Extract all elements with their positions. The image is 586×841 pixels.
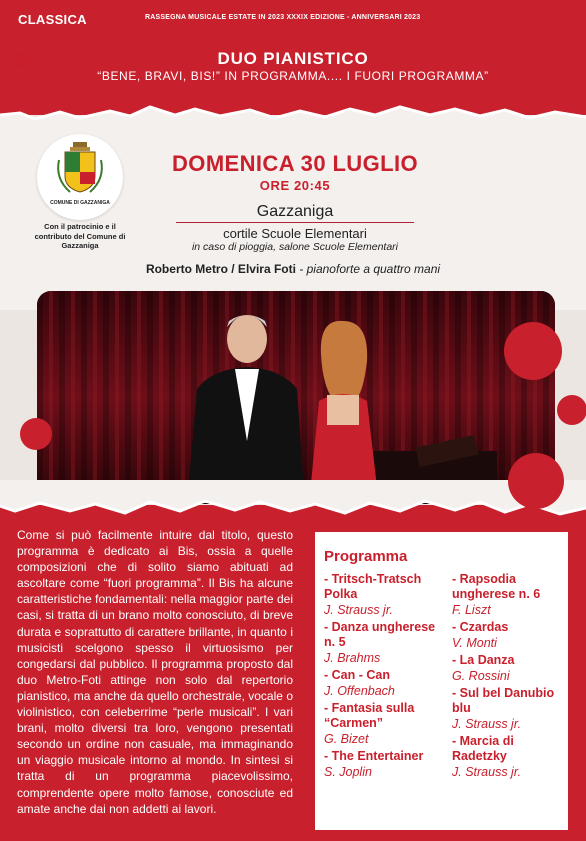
piece-title: - Tritsch-Tratsch Polka [324,572,422,601]
piece-composer: J. Strauss jr. [452,717,521,731]
performers-photo [37,291,555,504]
program-item [452,734,560,780]
piece-composer: G. Bizet [324,732,369,746]
program-item [452,653,560,684]
rain-venue: in caso di pioggia, salone Scuole Elementari [191,241,399,253]
piece-title: - Fantasia sulla “Carmen” [324,701,415,730]
piece-title: - Danza ungherese n. 5 [324,620,436,649]
piece-title: - La Danza [452,653,515,667]
decorative-dot [504,322,562,380]
piece-composer: F. Liszt [452,603,491,617]
event-city: Gazzaniga [256,203,334,220]
performer-names: Roberto Metro / Elvira Foti [145,262,296,276]
torn-paper-bottom [0,480,586,530]
piece-composer: J. Strauss jr. [452,765,521,779]
series-label: RASSEGNA MUSICALE ESTATE IN 2023 XXXIX EDIZIONE - ANNIVERSARI 2023 [145,14,421,21]
brand-label: CLASSICA [18,12,87,27]
program-item [324,749,444,780]
program-item [324,572,444,618]
program-title: Programma [324,548,408,565]
piece-title: - Can - Can [324,668,390,682]
logo-caption: COMUNE DI GAZZANIGA [50,200,110,206]
piece-composer: J. Brahms [324,651,381,665]
event-date: DOMENICA 30 LUGLIO [172,151,418,176]
piece-composer: V. Monti [452,636,497,650]
city-underline [176,222,414,223]
stage-photo-illustration [37,291,555,504]
decorative-dot [557,395,586,425]
program-item [452,572,560,618]
concert-title: DUO PIANISTICO [217,49,369,68]
piece-title: - Sul bel Danubio blu [452,686,555,715]
piece-composer: J. Offenbach [324,684,395,698]
piece-title: - The Entertainer [324,749,424,763]
decorative-dot [15,52,31,68]
concert-subtitle: “BENE, BRAVI, BIS!” IN PROGRAMMA.... I FUORI PROGRAMMA” [97,69,489,83]
event-venue: cortile Scuole Elementari [223,226,367,241]
piece-title: - Marcia di Radetzky [452,734,514,763]
program-column-1 [324,572,444,782]
program-item [324,620,444,666]
decorative-dot [508,453,564,509]
coat-of-arms-icon [37,134,123,220]
piece-composer: J. Strauss jr. [324,603,393,617]
piece-title: - Czardas [452,620,509,634]
performer-role: - pianoforte a quattro mani [295,262,441,276]
program-item [324,701,444,747]
decorative-dot [20,418,52,450]
piece-composer: S. Joplin [324,765,372,779]
piece-composer: G. Rossini [452,669,510,683]
event-time: ORE 20:45 [259,178,331,193]
patronage-note: Con il patrocinio e il contributo del Comune di Gazzaniga [34,222,126,250]
performers-line [60,262,526,276]
program-item [452,620,560,651]
municipality-logo [37,134,123,220]
description-text: Come si può facilmente intuire dal titolo, questo programma è dedicato ai Bis, ossia a quelle composizioni che di solito siamo abituati ad ascoltare come “fuori programma”. Il Bis ha alcune caratteristiche fondamentali: nella maggior parte dei casi, si tratta di un brano molto conosciuto, di breve durata e soprattutto di carattere brillante, in quanto i musicisti scelgono spesso il virtuosismo per congedarsi dal pubblico. Il programma proposto dal duo Metro-Foti attinge non solo dal repertorio pianistico, ma anche da quello orchestrale, vocale o violinistico, con celeberrime “perle musicali”. I vari brani, molto diversi tra loro, vengono presentati secondo un ordine non casuale, ma immaginando un viaggio musicale intorno al mondo. In sintesi si tratta di un programma piacevolissimo, comprendente opere molto famose, conosciute ed amate anche dai non addetti ai lavori. [17,528,293,816]
piece-title: - Rapsodia ungherese n. 6 [452,572,541,601]
program-column-2 [452,572,560,782]
program-item [324,668,444,699]
program-item [452,686,560,732]
